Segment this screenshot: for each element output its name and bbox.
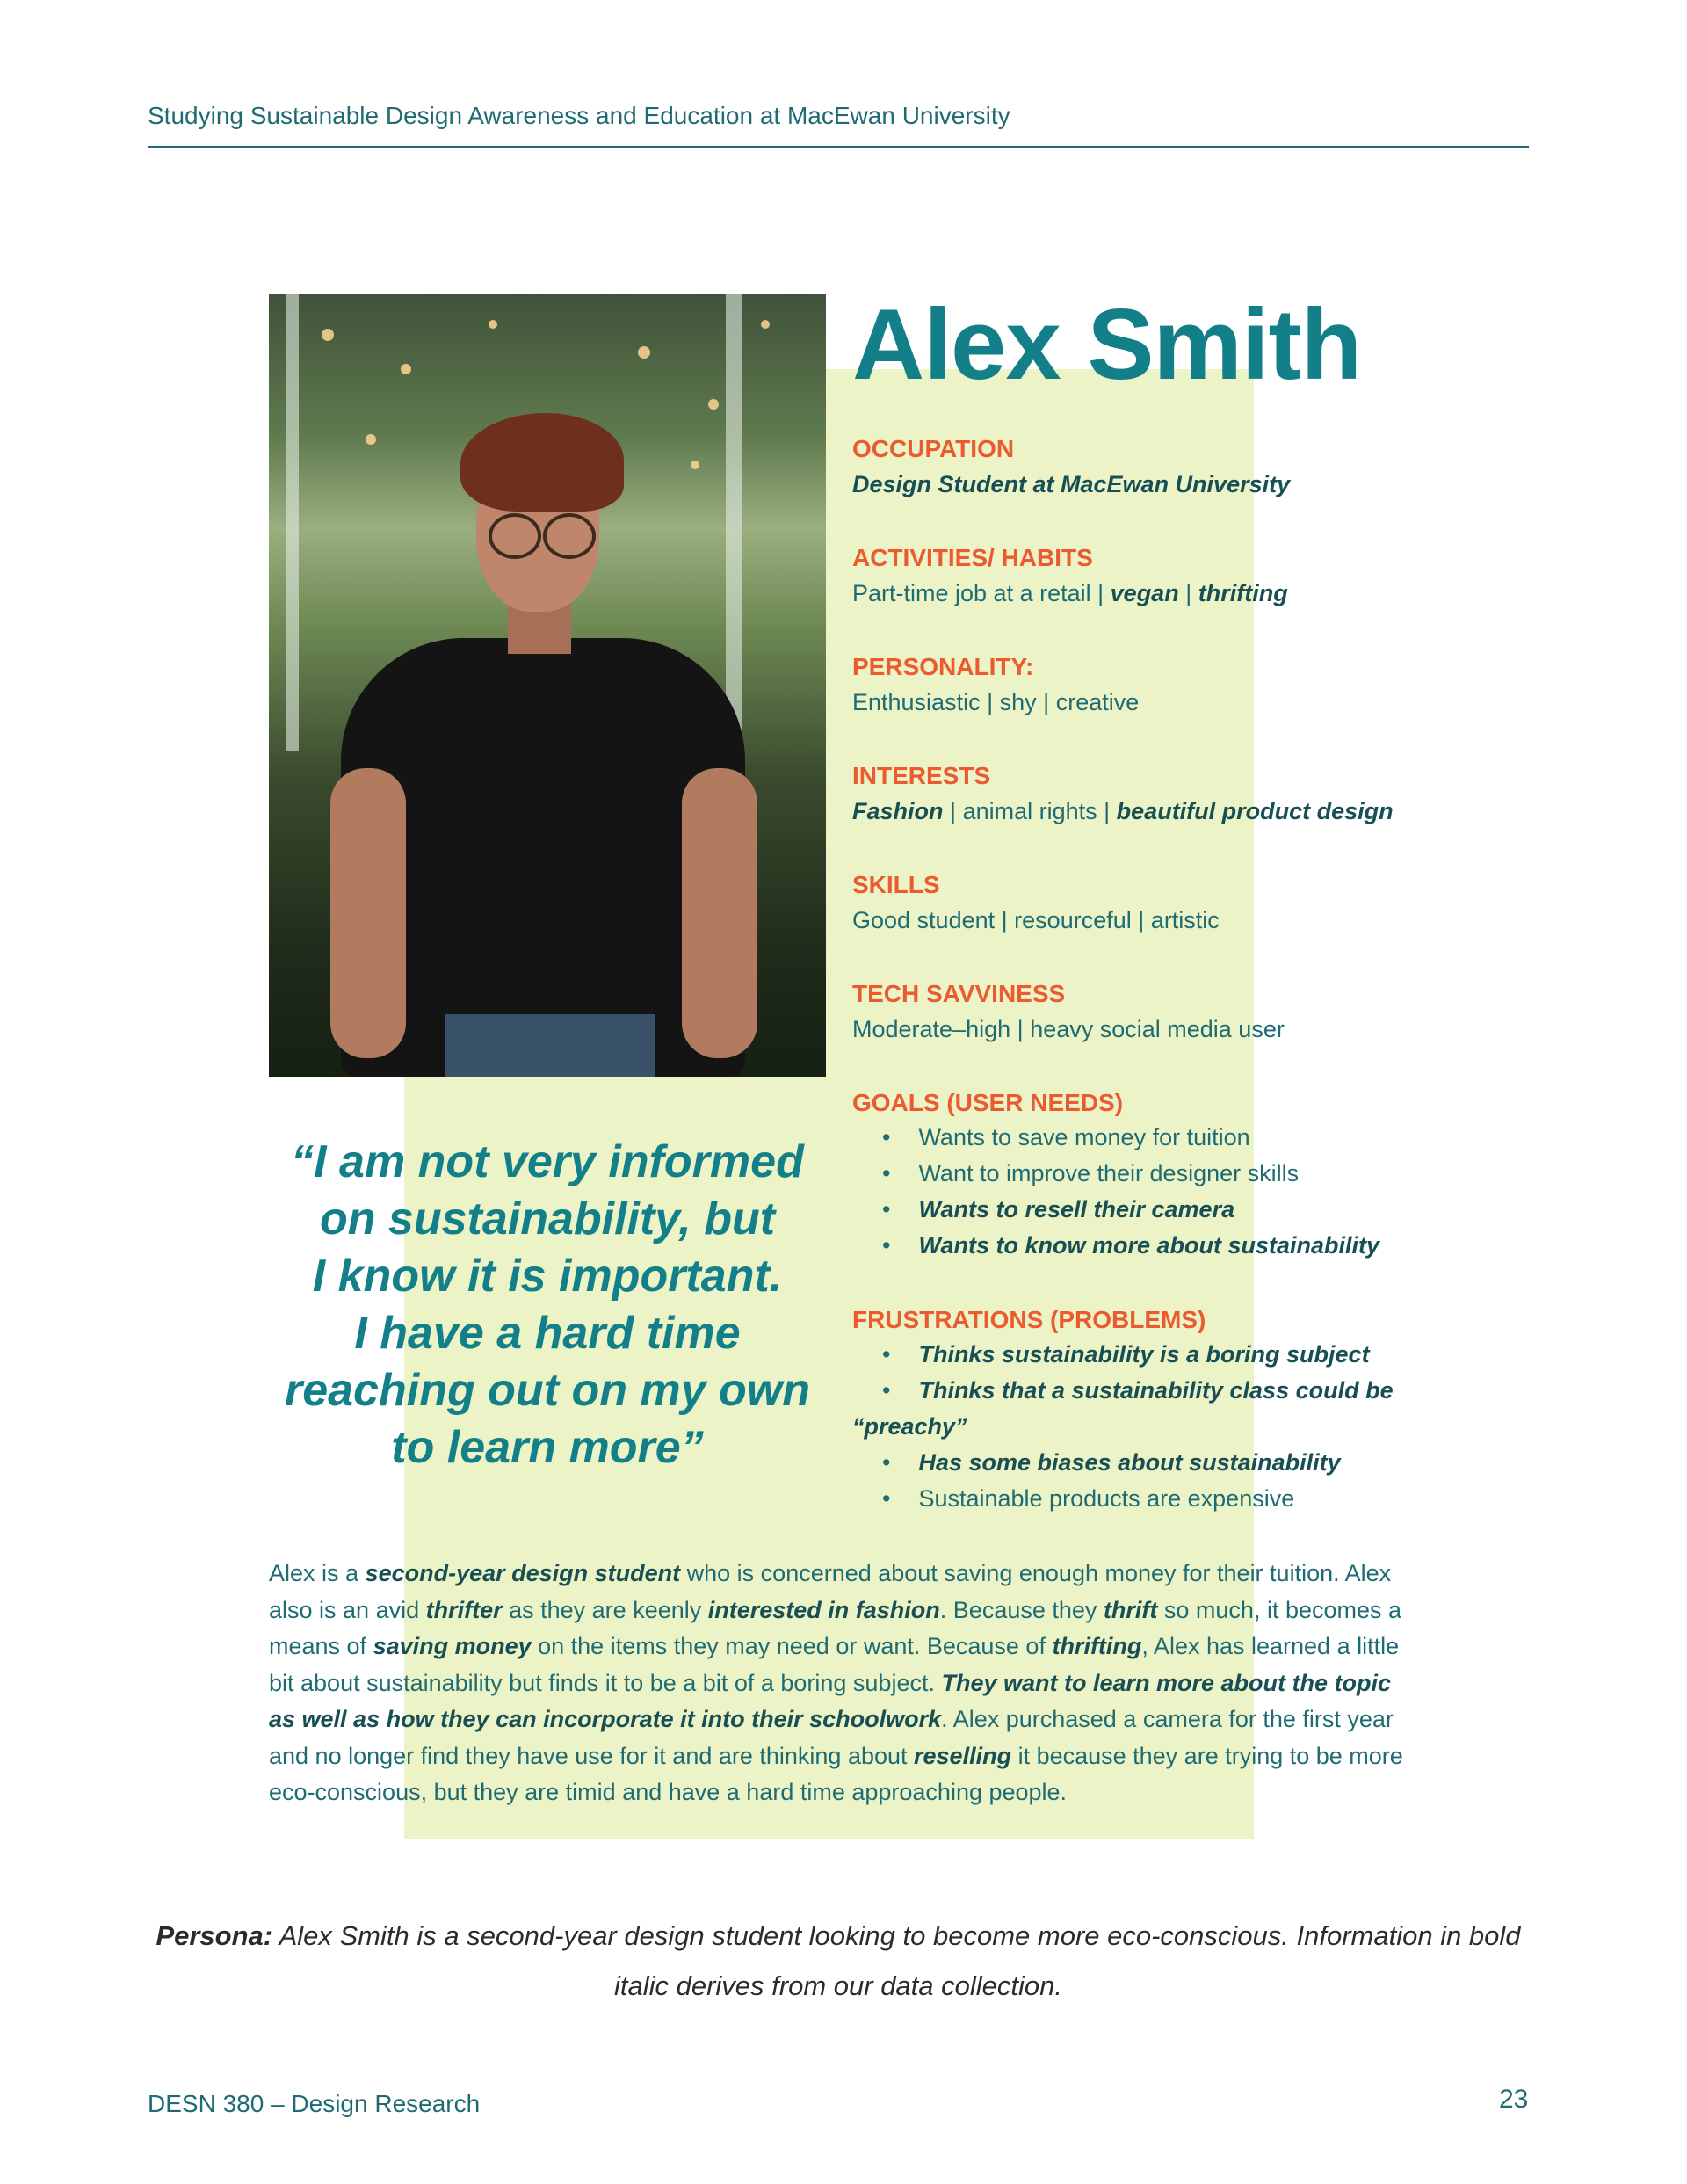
list-item <box>852 1120 1538 1156</box>
list-item <box>852 1481 1538 1517</box>
list-item <box>852 1337 1538 1373</box>
skills-label: SKILLS <box>852 871 940 898</box>
desc-emphasis: thrifter <box>425 1596 503 1623</box>
tech-savviness-section <box>852 977 1538 1048</box>
persona-description <box>269 1556 1420 1811</box>
page-number: 23 <box>1499 2085 1529 2114</box>
bullet-icon: • <box>882 1196 891 1223</box>
frustration-text: Has some biases about sustainability <box>918 1449 1341 1476</box>
desc-emphasis: saving money <box>373 1633 532 1659</box>
bullet-icon: • <box>882 1124 891 1150</box>
occupation-value: Design Student at MacEwan University <box>852 471 1291 497</box>
desc-emphasis: reselling <box>914 1742 1012 1769</box>
desc-text: on the items they may need or want. Because of <box>531 1633 1053 1659</box>
desc-text: as they are keenly <box>502 1596 708 1623</box>
skill-item: resourceful <box>1014 907 1132 933</box>
list-item <box>852 1373 1538 1409</box>
quote-line: “I am not very informed <box>291 1136 804 1187</box>
activity-item: vegan <box>1110 580 1179 606</box>
skills-value <box>852 902 1538 939</box>
tech-label: TECH SAVVINESS <box>852 980 1066 1007</box>
tech-value <box>852 1011 1538 1048</box>
separator: | <box>1104 798 1111 824</box>
desc-emphasis: interested in fashion <box>707 1596 940 1623</box>
goal-text: Wants to resell their camera <box>918 1196 1235 1223</box>
separator: | <box>1017 1016 1024 1042</box>
interest-item: Fashion <box>852 798 944 824</box>
desc-emphasis: They want to learn more about the topic as well as how they can incorporate it into their schoolwork <box>269 1669 1392 1732</box>
page-header-title: Studying Sustainable Design Awareness and Education at MacEwan University <box>148 102 1010 129</box>
separator: | <box>1001 907 1008 933</box>
list-item <box>852 1192 1538 1228</box>
caption-text: Alex Smith is a second-year design student looking to become more eco-conscious. Information in bold italic derives from our data collection. <box>272 1920 1521 2001</box>
frustrations-list <box>852 1337 1538 1517</box>
desc-emphasis: thrift <box>1103 1596 1158 1623</box>
quote-line: on sustainability, but <box>319 1194 776 1244</box>
bullet-icon: • <box>882 1232 891 1259</box>
separator: | <box>1185 580 1192 606</box>
frustration-text: Thinks that a sustainability class could be <box>918 1377 1394 1404</box>
header-divider <box>148 146 1529 148</box>
personality-section <box>852 650 1538 721</box>
persona-quote <box>269 1134 826 1477</box>
goals-list <box>852 1120 1538 1264</box>
frustration-text: “preachy” <box>852 1413 967 1440</box>
skill-item: artistic <box>1150 907 1220 933</box>
persona-photo <box>269 294 826 1077</box>
personality-label: PERSONALITY: <box>852 653 1034 680</box>
desc-text: so much, it becomes a means of <box>269 1596 1402 1659</box>
interest-item: beautiful product design <box>1116 798 1394 824</box>
persona-name: Alex Smith <box>852 289 1362 401</box>
frustration-text: Thinks sustainability is a boring subject <box>918 1341 1370 1368</box>
occupation-section <box>852 432 1538 503</box>
skills-section <box>852 868 1538 939</box>
bullet-icon: • <box>882 1341 891 1368</box>
activities-section <box>852 541 1538 612</box>
tech-item: Moderate–high <box>852 1016 1011 1042</box>
skill-item: Good student <box>852 907 996 933</box>
separator: | <box>987 689 994 715</box>
frustration-text: Sustainable products are expensive <box>918 1485 1295 1512</box>
desc-text: it because they are trying to be more eco-conscious, but they are timid and have a hard time approaching people. <box>269 1742 1403 1805</box>
interests-section <box>852 759 1538 830</box>
bullet-icon: • <box>882 1485 891 1512</box>
separator: | <box>1043 689 1050 715</box>
personality-item: creative <box>1055 689 1140 715</box>
list-item <box>852 1445 1538 1481</box>
desc-text: . Alex purchased a camera for the first year and no longer find they have use for it and are thinking about <box>269 1706 1394 1769</box>
goals-section <box>852 1086 1538 1264</box>
frustrations-section <box>852 1303 1538 1517</box>
goal-text: Wants to save money for tuition <box>918 1124 1250 1150</box>
quote-line: I know it is important. <box>312 1251 783 1302</box>
desc-emphasis: thrifting <box>1052 1633 1142 1659</box>
quote-line: to learn more” <box>391 1422 704 1473</box>
activity-item: Part-time job at a retail <box>852 580 1091 606</box>
occupation-label: OCCUPATION <box>852 435 1015 462</box>
desc-text: , Alex has learned a little bit about sustainability but finds it to be a bit of a boring subject. <box>269 1633 1400 1696</box>
personality-item: Enthusiastic <box>852 689 981 715</box>
quote-line: reaching out on my own <box>284 1365 811 1416</box>
personality-item: shy <box>999 689 1037 715</box>
separator: | <box>1138 907 1145 933</box>
goals-label: GOALS (USER NEEDS) <box>852 1089 1124 1116</box>
separator: | <box>1097 580 1104 606</box>
tech-item: heavy social media user <box>1030 1016 1285 1042</box>
footer-course: DESN 380 – Design Research <box>148 2090 481 2117</box>
goal-text: Wants to know more about sustainability <box>918 1232 1380 1259</box>
bullet-icon: • <box>882 1449 891 1476</box>
quote-line: I have a hard time <box>354 1308 741 1359</box>
list-item-continuation <box>852 1409 1538 1445</box>
caption-label: Persona: <box>156 1920 273 1951</box>
personality-value <box>852 684 1538 721</box>
bullet-icon: • <box>882 1377 891 1404</box>
interest-item: animal rights <box>962 798 1097 824</box>
activity-item: thrifting <box>1198 580 1288 606</box>
interests-label: INTERESTS <box>852 762 991 789</box>
bullet-icon: • <box>882 1160 891 1186</box>
interests-value <box>852 793 1538 830</box>
desc-text: who is concerned about saving enough money for their tuition. Alex also is an avid <box>269 1560 1392 1623</box>
activities-label: ACTIVITIES/ HABITS <box>852 544 1093 571</box>
frustrations-label: FRUSTRATIONS (PROBLEMS) <box>852 1306 1206 1333</box>
desc-text: Alex is a <box>269 1560 366 1586</box>
list-item <box>852 1156 1538 1192</box>
goal-text: Want to improve their designer skills <box>918 1160 1300 1186</box>
list-item <box>852 1228 1538 1264</box>
figure-caption <box>148 1911 1529 2011</box>
desc-emphasis: second-year design student <box>365 1560 681 1586</box>
separator: | <box>950 798 957 824</box>
desc-text: . Because they <box>939 1596 1104 1623</box>
activities-value <box>852 575 1538 612</box>
